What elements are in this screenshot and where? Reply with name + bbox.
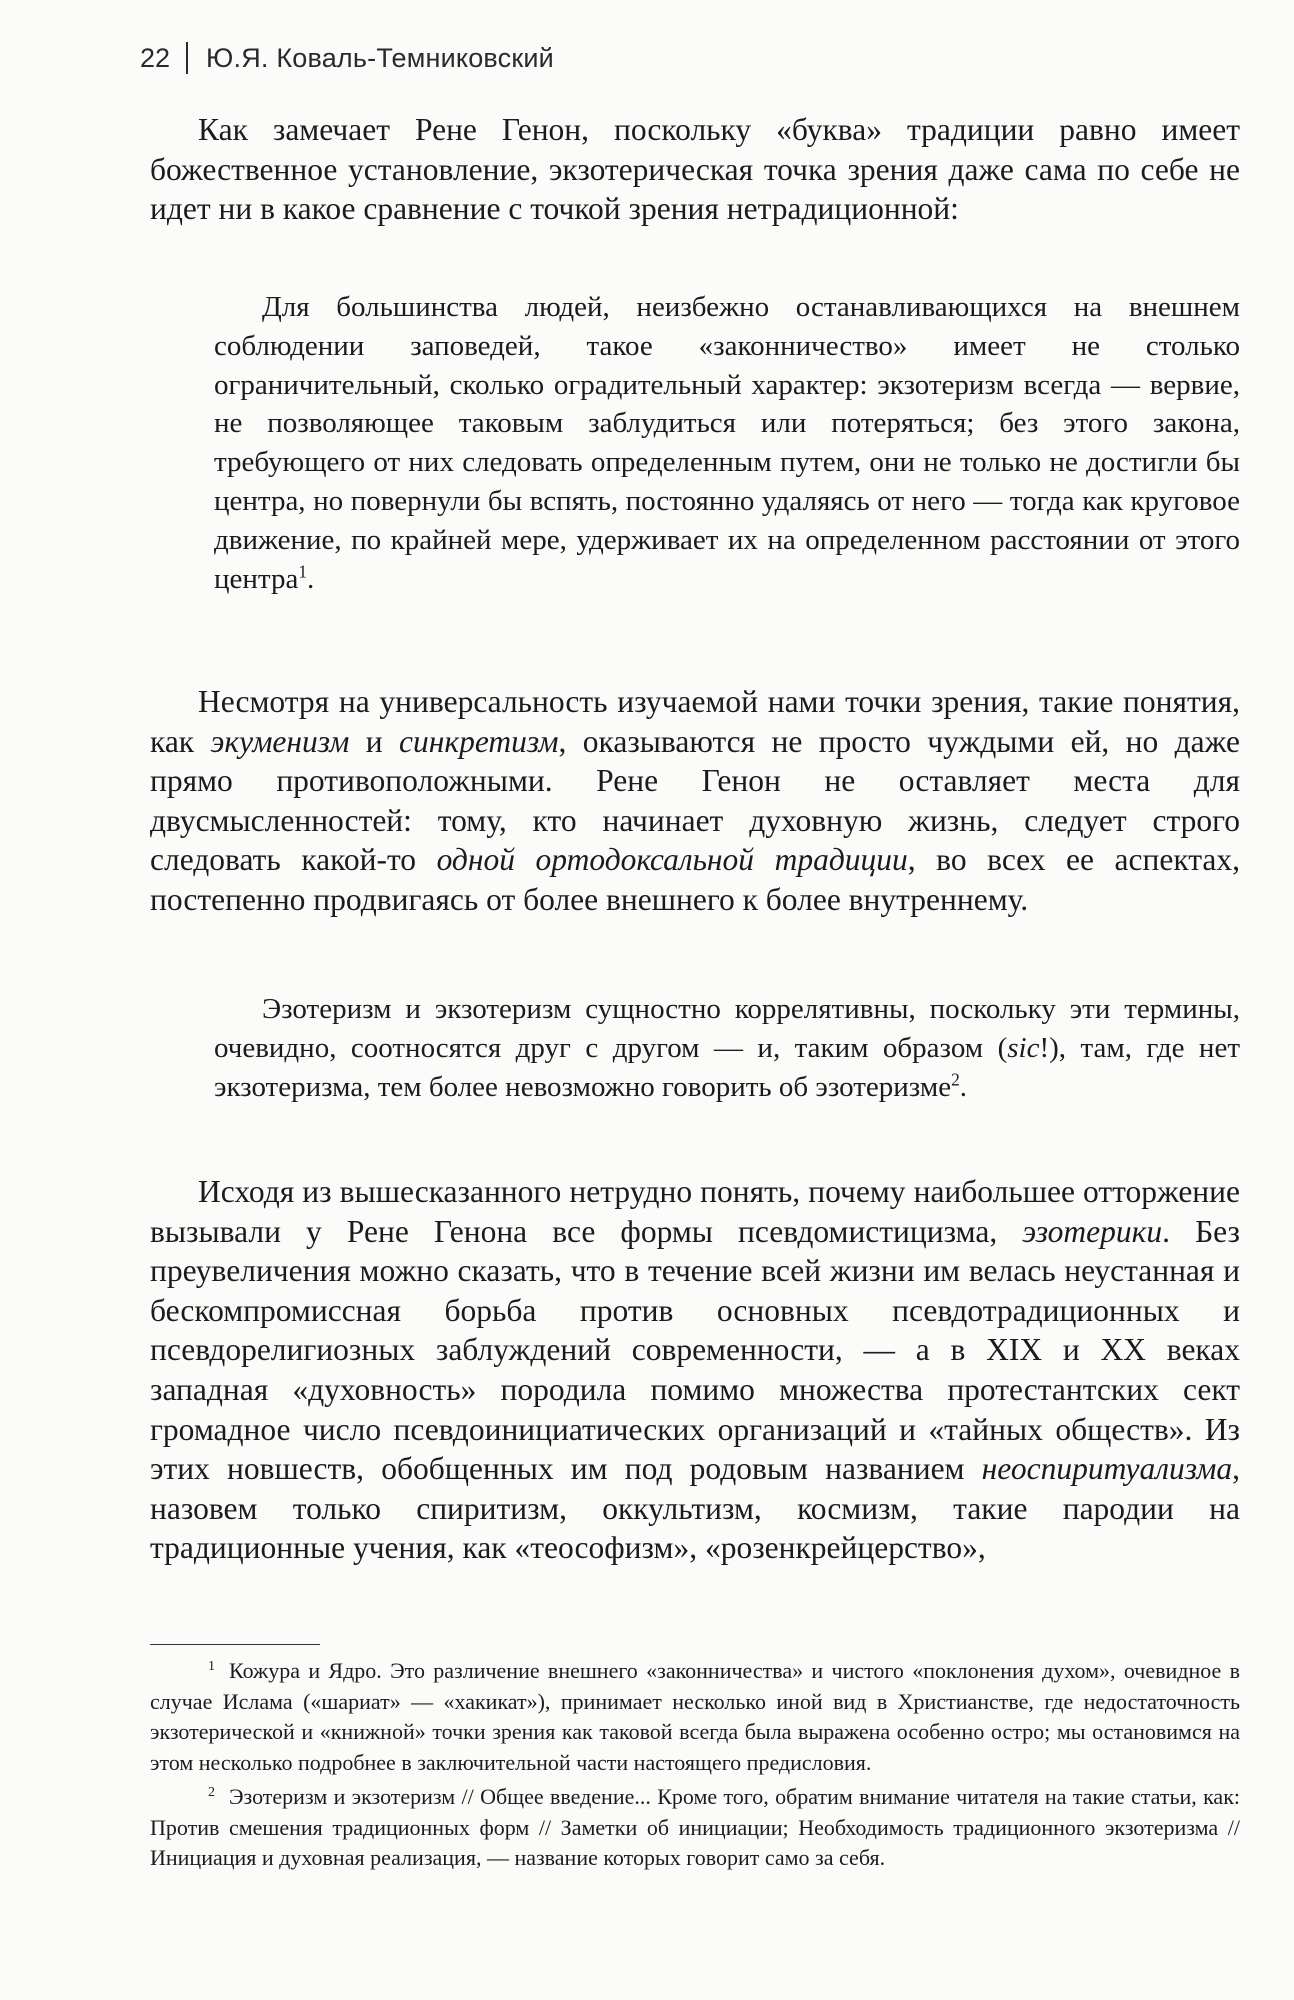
p3-seg-b: . Без преувеличения можно сказать, что в течение всей жизни им велась неустанная и бескомпромиссная борьба против основных псевдотрадиционных и псевдорелигиозных заблуждений современности, — а в XIX и XX веках западная «духовность» породила помимо множества протестантских сект громадное число псевдоинициатических организаций и «тайных обществ». Из этих новшеств, обобщенных им под родовым названием — [150, 1213, 1240, 1487]
paragraph-1 — [150, 110, 1240, 229]
footnote-1-text: Кожура и Ядро. Это различение внешнего «законничества» и чистого «поклонения духом», очевидное в случае Ислама («шариат» — «хакикат»), принимает несколько иной вид в Христианстве, где недостаточность экзотерической и «книжной» точки зрения как таковой всегда была выражена особенно остро; мы остановимся на этом несколько подробнее в заключительной части настоящего предисловия. — [150, 1658, 1240, 1775]
term-neospiritualism: неоспиритуализма — [981, 1451, 1233, 1487]
running-head-author: Ю.Я. Коваль-Темниковский — [206, 42, 554, 73]
footnote-ref-2: 2 — [951, 1068, 960, 1089]
page-number: 22 — [140, 42, 171, 73]
q2-seg-a: Эзотеризм и экзотеризм сущностно коррелятивны, поскольку эти термины, очевидно, соотносятся друг с другом — и, таким образом ( — [214, 993, 1240, 1064]
quote-2-period: . — [959, 1070, 968, 1103]
footnote-2-number: 2 — [208, 1784, 215, 1800]
footnote-ref-1: 1 — [298, 560, 308, 581]
block-quote-1 — [214, 288, 1240, 598]
block-quote-1-text — [214, 288, 1240, 598]
footnote-1-number: 1 — [208, 1658, 215, 1674]
q2-seg-b: !), там, где нет экзотеризма, тем более невозможно говорить об эзотеризме — [214, 1031, 1240, 1103]
running-header — [140, 42, 554, 74]
quote-1-period: . — [307, 562, 315, 595]
p2-seg-a: Несмотря на универсальность изучаемой нами точки зрения, такие понятия, как — [150, 684, 1240, 759]
footnote-2-text: Эзотеризм и экзотеризм // Общее введение... Кроме того, обратим внимание читателя на такие статьи, как: Против смешения традиционных форм // Заметки об инициации; Необходимость традиционного экзотеризма // Инициация и духовная реализация, — название которых говорит само за себя. — [150, 1784, 1240, 1870]
paragraph-2 — [150, 682, 1240, 920]
footnote-1 — [150, 1656, 1240, 1778]
paragraph-3 — [150, 1172, 1240, 1568]
paragraph-2-text — [150, 682, 1240, 920]
p2-seg-b: и — [349, 723, 399, 759]
paragraph-3-text — [150, 1172, 1240, 1568]
footnote-2 — [150, 1782, 1240, 1874]
term-syncretism: синкретизм — [399, 723, 559, 759]
p2-seg-c: , оказываются не просто чуждыми ей, но даже прямо противоположными. Рене Генон не оставляет места для двусмысленностей: тому, кто начинает духовную жизнь, следует строго следовать какой-то — [150, 723, 1240, 878]
header-divider — [186, 42, 188, 74]
p2-seg-d: , во всех ее аспектах, постепенно продвигаясь от более внешнего к более внутреннему. — [150, 842, 1240, 917]
block-quote-2-text — [214, 990, 1240, 1106]
block-quote-2 — [214, 990, 1240, 1106]
term-ecumenism: экуменизм — [210, 723, 350, 759]
term-sic: sic — [1007, 1031, 1040, 1064]
quote-1-body: Для большинства людей, неизбежно останавливающихся на внешнем соблюдении заповедей, такое «законничество» имеет не столько ограничительный, сколько оградительный характер: экзотеризм всегда — вервие, не позволяющее таковым заблудиться или потеряться; без этого закона, требующего от них следовать определенным путем, они не только не достигли бы центра, но повернули бы вспять, постоянно удаляясь от него — тогда как круговое движение, по крайней мере, удерживает их на определенном расстоянии от этого центра — [214, 291, 1240, 595]
term-esoterics: эзотерики — [1022, 1213, 1163, 1249]
paragraph-1-text: Как замечает Рене Генон, поскольку «буква» традиции равно имеет божественное установление, экзотерическая точка зрения даже сама по себе не идет ни в какое сравнение с точкой зрения нетрадиционной: — [150, 112, 1240, 227]
p3-seg-c: , назовем только спиритизм, оккультизм, космизм, такие пародии на традиционные учения, как «теософизм», «розенкрейцерство», — [150, 1451, 1240, 1566]
footnotes — [150, 1656, 1240, 1874]
footnote-separator — [150, 1644, 320, 1645]
term-orthodox-tradition: одной ортодоксальной традиции — [436, 842, 908, 878]
p3-seg-a: Исходя из вышесказанного нетрудно понять, почему наибольшее отторжение вызывали у Рене Генона все формы псевдомистицизма, — [150, 1174, 1240, 1249]
